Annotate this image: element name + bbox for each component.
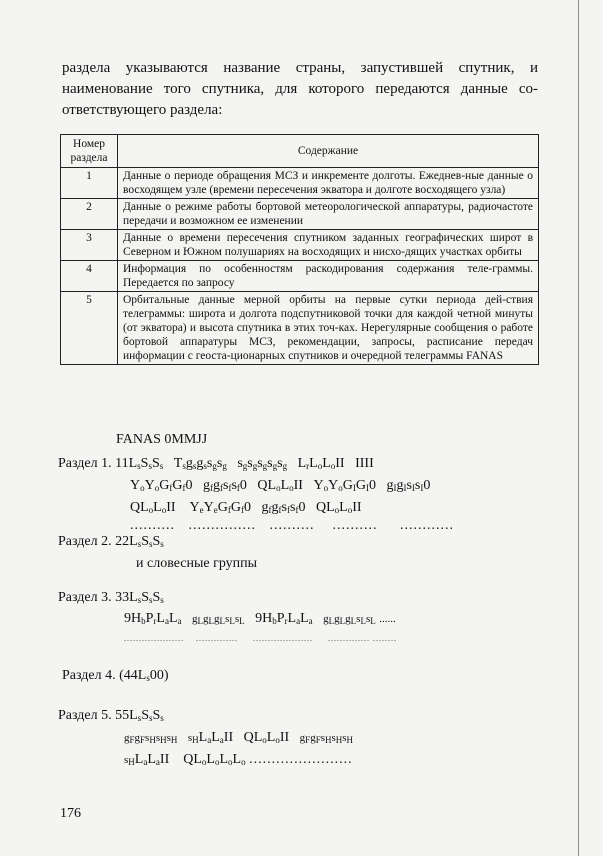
table-row [61,230,539,261]
row-content: Данные о времени пересечения спутником заданных географических широт в Северном и Южном полушариях на восходящих и нисхо-дящих участках орбиты [118,230,539,261]
section-3-dots: .................... .............. .................... .............. ........ [124,634,397,643]
section-4-line [62,668,169,684]
row-number: 4 [61,261,118,292]
row-number: 5 [61,292,118,365]
section-1-line-1: Раздел 1. $11L_sS_sS_s$ $T_sg_sg_ss_gs_g$ $s_gs_gs_gs_gs_g$ $L_rL_oL_oII$ IIII [58,456,374,471]
row-number: 1 [61,168,118,199]
section-2-line [58,534,164,550]
table-row [61,168,539,199]
section-5-label: Раздел 5. [58,708,112,723]
section-5-group: $55L_sS_sS_s$ [115,708,164,723]
row-number: 2 [61,199,118,230]
section-2-group: $22L_sS_sS_s$ [115,534,164,549]
intro-paragraph [62,58,538,121]
section-1-label: Раздел 1. [58,456,112,471]
sections-table [60,134,539,365]
fanas-header: FANAS 0MMJJ [116,432,208,447]
iiii-group: IIII [355,456,374,471]
section-1-line-3: $QL_oL_oII$ $Y_eY_eG_fG_f0$ $g_fg_fs_fs_f0$ $QL_oL_oII$ [130,500,362,515]
section-5-line [58,708,164,724]
row-content: Орбитальные данные мерной орбиты на первые сутки периода дей-ствия телеграммы: широта и долгота подспутниковой точки для каждой четной минуты (от экватора) и высота спутника в этих точ-ках. Нерегулярные сообщения о работе бортовой аппаратуры МСЗ, рекомендации, запросы, расписание передач информации с геоста-ционарных спутников и очередной телеграммы FANAS [118,292,539,365]
section-3-line-2: $9H_bP_rL_aL_a$ $g_Lg_Lg_Ls_Ls_L$ $9H_bP_rL_aL_a$ $g_Lg_Lg_Ls_Ls_L$ ...... [124,611,396,626]
row-number: 3 [61,230,118,261]
row-content: Данные о режиме работы бортовой метеорологической аппаратуры, радиочастоте передачи и возможном ее изменении [118,199,539,230]
page-number: 176 [60,806,81,821]
section-3-label: Раздел 3. [58,590,112,605]
section-2-words: и словесные группы [136,556,258,571]
section-4-label: Раздел 4. [62,668,116,683]
header-number: Номер раздела [61,135,118,168]
table-row [61,261,539,292]
section-5-line-3: $s_HL_aL_aII$ $QL_oL_oL_oL_o$ ....................... [124,752,353,767]
row-content: Данные о периоде обращения МСЗ и инкременте долготы. Ежеднев-ные данные о восходящем узле (времени пересечения экватора и долготе восходящего узла) [118,168,539,199]
section-5-line-2: $g_Fg_Fs_Hs_Hs_H$ $s_HL_aL_aII$ $QL_oL_oII$ $g_Fg_Fs_Hs_Hs_H$ [124,730,354,745]
section-3-group: $33L_sS_sS_s$ [115,590,164,605]
section-1-dots: .......... ............... .......... .......... ............ [130,518,454,533]
section-1-group: $11L_sS_sS_s$ [115,456,164,471]
section-4-group: $(44L_s00)$ [119,668,169,683]
page-edge-rule [578,0,579,856]
section-2-label: Раздел 2. [58,534,112,549]
intro-text: раздела указываются название страны, запустившей спутник, и наименование того спутника, для которого передаются данные со-ответствующего раздела: [62,60,538,118]
table-row [61,199,539,230]
table-row [61,292,539,365]
header-content: Содержание [118,135,539,168]
section-3-line [58,590,164,606]
table-header-row [61,135,539,168]
row-content: Информация по особенностям раскодирования содержания теле-граммы. Передается по запросу [118,261,539,292]
section-1-line-2: $Y_oY_oG_fG_f0$ $g_fg_fs_fs_f0$ $QL_oL_oII$ $Y_oY_oG_IG_I0$ $g_Ig_Is_Is_I0$ [130,478,431,493]
